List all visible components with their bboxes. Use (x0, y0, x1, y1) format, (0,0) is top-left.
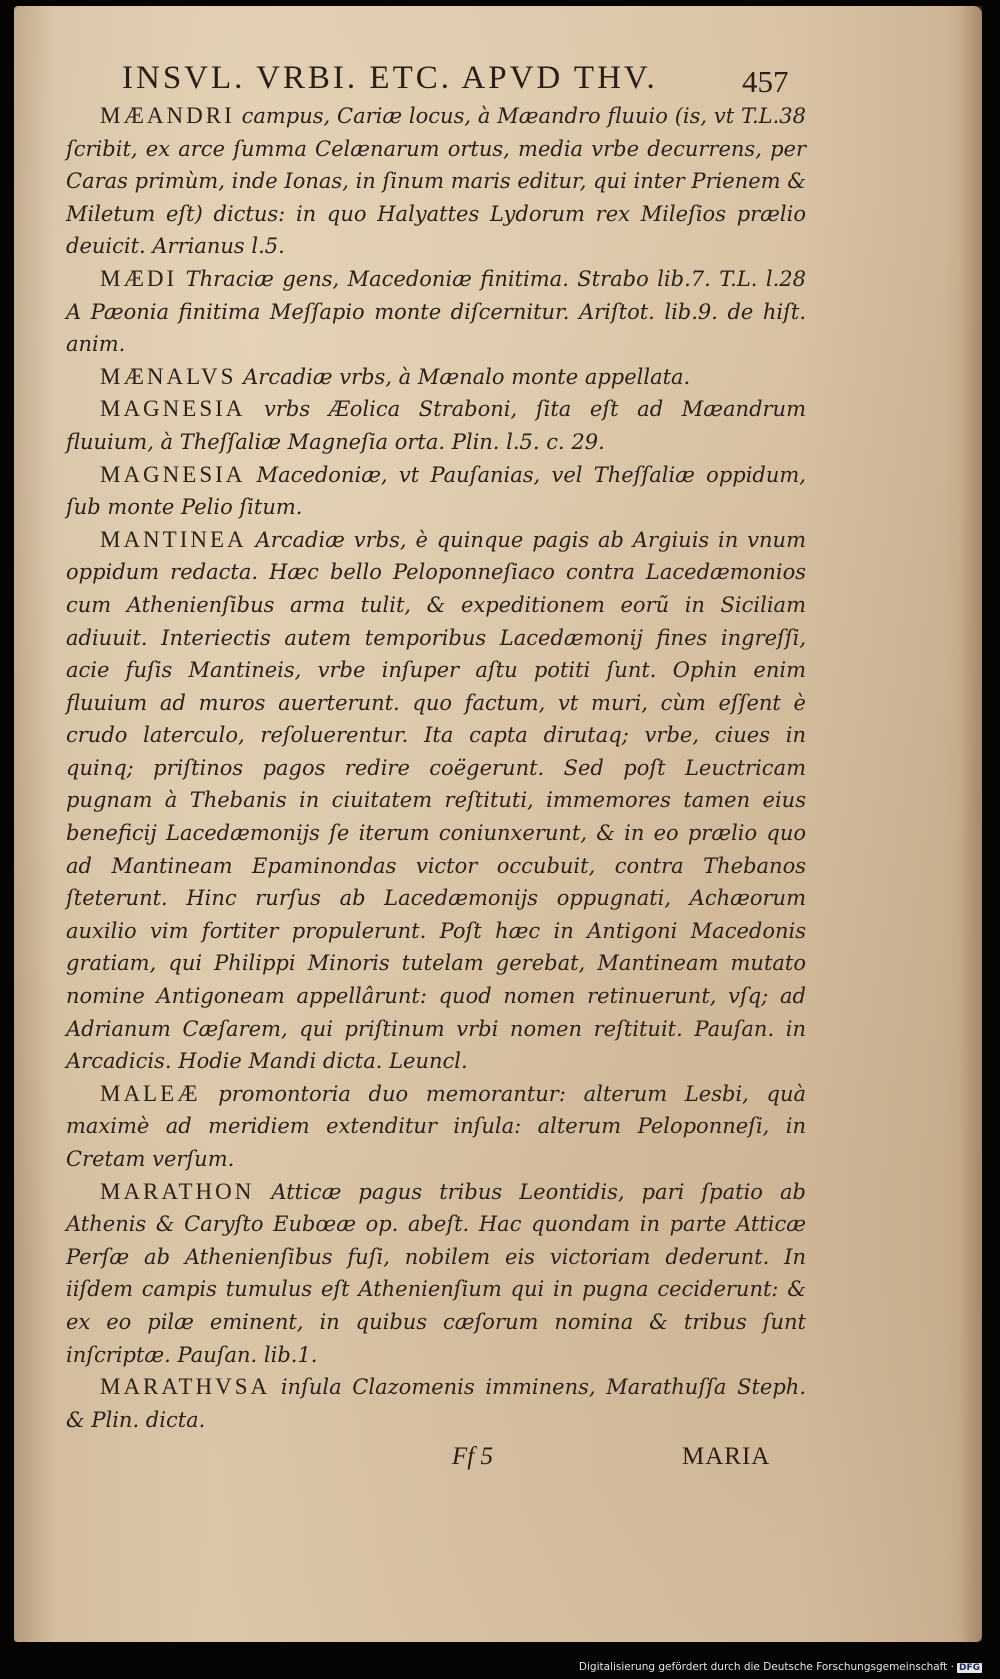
headword: MAGNESIA (100, 461, 246, 487)
headword: MÆANDRI (100, 103, 235, 128)
entry-maeandri (66, 100, 806, 263)
dictionary-text (66, 100, 806, 1436)
entry-body: Atticæ pagus tribus Leontidis, pari ſpatio ab Athenis & Caryſto Eubœæ op. abeſt. Hac quondam in parte Atticæ Perſæ ab Athenienſibus fuſi, nobilem eis victoriam dederunt. In iiſdem campis tumulus eſt Athenienſium qui in pugna ceciderunt: & ex eo pilæ eminent, in quibus cæſorum nomina & tribus ſunt inſcriptæ. Pauſan. lib.1. (66, 1179, 806, 1367)
entry-body: campus, Cariæ locus, à Mæandro fluuio (is, vt T.L.38 ſcribit, ex arce ſumma Celænarum ortus, media vrbe decurrens, per Caras primùm, inde Ionas, in ſinum maris editur, qui inter Prienem & Miletum eſt) dictus: in quo Halyattes Lydorum rex Mileſios prælio deuicit. Arrianus l.5. (66, 104, 806, 259)
entry-marathusa (66, 1371, 806, 1436)
headword: MAGNESIA (100, 396, 246, 422)
page-edge-shadow (960, 6, 982, 1642)
catchword: MARIA (682, 1443, 771, 1470)
headword: MÆNALVS (100, 363, 237, 389)
headword: MARATHVSA (100, 1374, 271, 1400)
signature-mark: Ff 5 (452, 1443, 493, 1470)
entry-body: Arcadiæ vrbs, è quinque pagis ab Argiuis in vnum oppidum redacta. Hæc bello Peloponneſiaco contra Lacedæmonios cum Athenienſibus arma tulit, & expeditionem eorũ in Siciliam adiuuit. Interiectis autem temporibus Lacedæmonij fines ingreſſi, acie fuſis Mantineis, vrbe inſuper aſtu potiti ſunt. Ophin enim fluuium ad muros auerterunt. quo factum, vt muri, cùm eſſent è crudo laterculo, reſoluerentur. Ita capta dirutaq; vrbe, ciues in quinq; priſtinos pagos redire coëgerunt. Sed poſt Leuctricam pugnam à Thebanis in ciuitatem reſtituti, immemores tamen eius beneficij Lacedæmonijs ſe iterum coniunxerunt, & in eo prælio quo ad Mantineam Epaminondas victor occubuit, contra Thebanos ſteterunt. Hinc rurſus ab Lacedæmonijs oppugnati, Achæorum auxilio vim fortiter propulerunt. Poſt hæc in Antigoni Macedonis gratiam, qui Philippi Minoris tutelam gerebat, Mantineam mutato nomine Antigoneam appellârunt: quod nomen retinuerunt, vſq; ad Adrianum Cæſarem, qui priſtinum vrbi nomen reſtituit. Pauſan. in Arcadicis. Hodie Mandi dicta. Leuncl. (66, 527, 806, 1074)
entry-maenalus (66, 361, 806, 394)
entry-body: vrbs Æolica Straboni, ſita eſt ad Mæandrum fluuium, à Theſſaliæ Magneſia orta. Plin. l.5. c. 29. (66, 397, 806, 454)
running-header: INSVL. VRBI. ETC. APVD THV. (122, 60, 658, 96)
entry-magnesia-macedoniae (66, 459, 806, 524)
headword: MARATHON (100, 1178, 255, 1204)
entry-marathon (66, 1176, 806, 1372)
headword: MANTINEA (100, 526, 247, 552)
entry-magnesia-aeolica (66, 393, 806, 458)
entry-mantinea (66, 524, 806, 1078)
entry-body: inſula Clazomenis imminens, Marathuſſa Steph. & Plin. dicta. (66, 1375, 806, 1432)
entry-maleae (66, 1078, 806, 1176)
entry-body: Arcadiæ vrbs, à Mænalo monte appellata. (236, 364, 691, 389)
credit-text: Digitalisierung gefördert durch die Deutsche Forschungsgemeinschaft · (578, 1661, 954, 1673)
digitization-credit (579, 1661, 982, 1673)
dfg-logo-icon: DFG (958, 1663, 980, 1673)
entry-body: promontoria duo memorantur: alterum Lesbi, quà maximè ad meridiem extenditur inſula: alterum Peloponneſi, in Cretam verſum. (66, 1081, 806, 1171)
headword: MÆDI (100, 265, 178, 291)
entry-body: Thraciæ gens, Macedoniæ finitima. Strabo lib.7. T.L. l.28 A Pæonia finitima Meſſapio monte diſcernitur. Ariſtot. lib.9. de hiſt. anim. (66, 266, 806, 357)
entry-body: Macedoniæ, vt Pauſanias, vel Theſſaliæ oppidum, ſub monte Pelio ſitum. (66, 462, 806, 520)
headword: MALEÆ (100, 1080, 201, 1106)
entry-maedi (66, 263, 806, 361)
page-number: 457 (742, 64, 789, 99)
book-page (14, 6, 982, 1642)
